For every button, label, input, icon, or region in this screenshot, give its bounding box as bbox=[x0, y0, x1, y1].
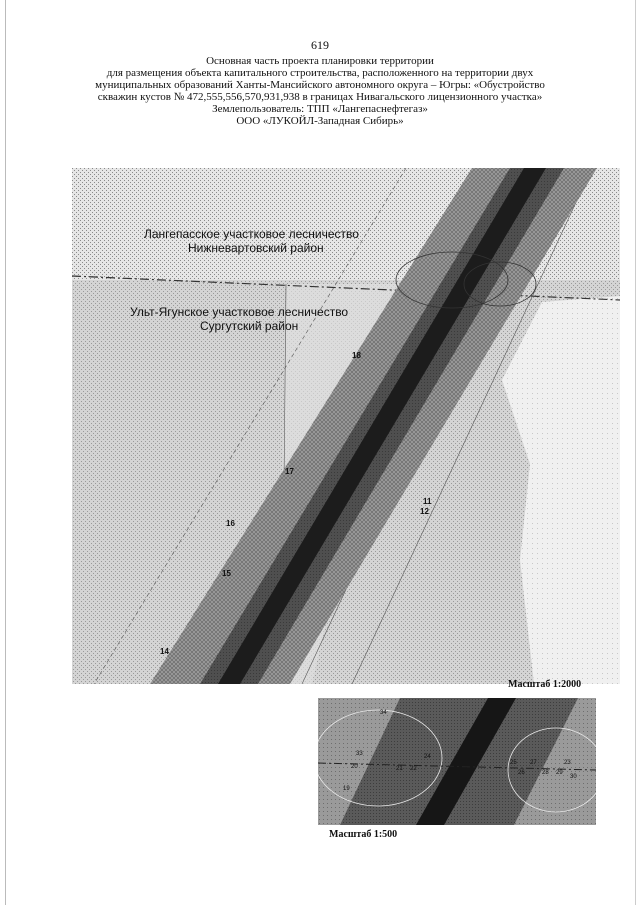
inset-point-label: 26 bbox=[518, 770, 525, 776]
point-label: 18 bbox=[352, 351, 361, 360]
header-line: Землепользователь: ТПП «Лангепаснефтегаз» bbox=[212, 103, 428, 115]
inset-point-label: 19 bbox=[343, 786, 350, 792]
north-district-label: Нижневартовский район bbox=[188, 241, 324, 255]
inset-point-label: 22 bbox=[410, 766, 417, 772]
point-label: 11 bbox=[423, 497, 432, 506]
main-map-scale: Масштаб 1:2000 bbox=[508, 679, 582, 690]
inset-point-label: 33 bbox=[356, 751, 363, 757]
header-line: для размещения объекта капитального строительства, расположенного на территории двух bbox=[106, 67, 534, 79]
south-district-label: Сургутский район bbox=[200, 319, 299, 333]
south-forestry-label: Ульт-Ягунское участковое лесничество bbox=[130, 305, 349, 319]
inset-point-label: 25 bbox=[510, 760, 517, 766]
page-number: 619 bbox=[311, 38, 329, 52]
header-line: Основная часть проекта планировки территории bbox=[206, 55, 434, 67]
inset-point-label: 23 bbox=[564, 760, 571, 766]
inset-map bbox=[318, 698, 596, 825]
point-label: 14 bbox=[160, 647, 169, 656]
inset-point-label: 20 bbox=[351, 764, 358, 770]
header-line: муниципальных образований Ханты-Мансийского автономного округа – Югры: «Обустройство bbox=[95, 79, 545, 91]
inset-point-label: 24 bbox=[424, 754, 431, 760]
point-label: 12 bbox=[420, 507, 429, 516]
main-map bbox=[72, 168, 620, 684]
page-edge-right bbox=[635, 0, 636, 905]
inset-point-label: 27 bbox=[530, 760, 537, 766]
point-label: 15 bbox=[222, 569, 231, 578]
inset-point-label: 21 bbox=[396, 766, 403, 772]
document-header bbox=[40, 55, 600, 127]
page-edge-left bbox=[5, 0, 6, 905]
inset-point-label: 29 bbox=[556, 770, 563, 776]
inset-map-scale: Масштаб 1:500 bbox=[329, 829, 398, 840]
inset-point-label: 28 bbox=[542, 770, 549, 776]
header-line: скважин кустов № 472,555,556,570,931,938 в границах Нивагальского лицензионного участка» bbox=[97, 91, 543, 103]
point-label: 16 bbox=[226, 519, 235, 528]
inset-point-label: 30 bbox=[570, 774, 577, 780]
header-line: ООО «ЛУКОЙЛ-Западная Сибирь» bbox=[236, 115, 404, 127]
point-label: 17 bbox=[285, 467, 294, 476]
north-forestry-label: Лангепасское участковое лесничество bbox=[144, 227, 359, 241]
inset-point-label: 34 bbox=[380, 710, 387, 716]
